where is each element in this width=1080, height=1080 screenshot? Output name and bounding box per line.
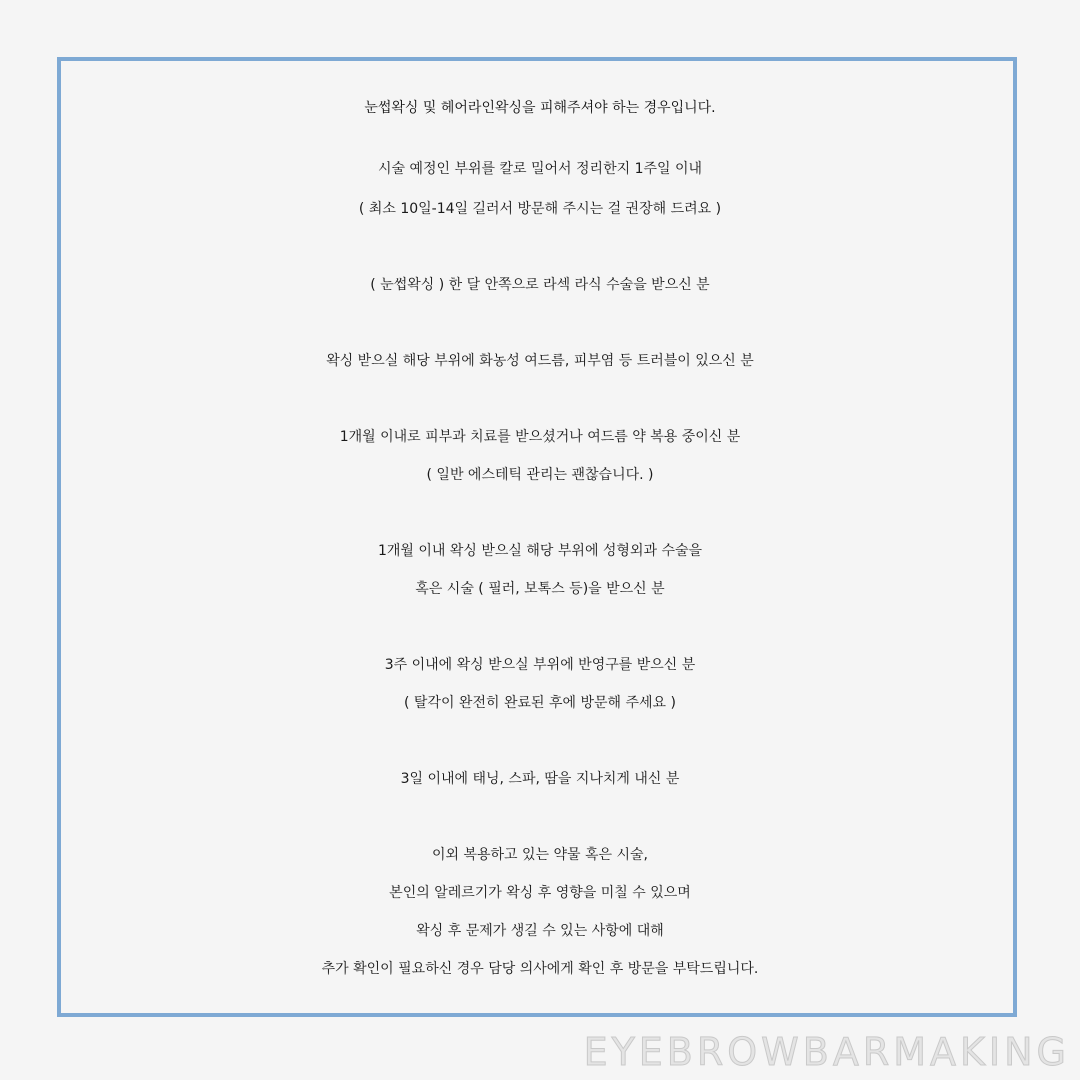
notice-line: 왁싱 후 문제가 생길 수 있는 사항에 대해 bbox=[416, 923, 664, 939]
notice-line: ( 탈각이 완전히 완료된 후에 방문해 주세요 ) bbox=[404, 695, 676, 711]
notice-line: ( 최소 10일-14일 길러서 방문해 주시는 걸 권장해 드려요 ) bbox=[358, 201, 722, 217]
notice-title: 눈썹왁싱 및 헤어라인왁싱을 피해주셔야 하는 경우입니다. bbox=[364, 100, 716, 116]
brand-watermark: EYEBROWBARMAKING bbox=[583, 1030, 1070, 1074]
notice-line: 시술 예정인 부위를 칼로 밀어서 정리한지 1주일 이내 bbox=[377, 161, 703, 177]
notice-line: 추가 확인이 필요하신 경우 담당 의사에게 확인 후 방문을 부탁드립니다. bbox=[321, 961, 759, 977]
notice-line: 본인의 알레르기가 왁싱 후 영향을 미칠 수 있으며 bbox=[389, 885, 691, 901]
notice-line: 왁싱 받으실 해당 부위에 화농성 여드름, 피부염 등 트러블이 있으신 분 bbox=[326, 353, 754, 369]
notice-line: 1개월 이내로 피부과 치료를 받으셨거나 여드름 약 복용 중이신 분 bbox=[339, 429, 741, 445]
notice-line: 3주 이내에 왁싱 받으실 부위에 반영구를 받으신 분 bbox=[384, 657, 696, 673]
notice-line: 이외 복용하고 있는 약물 혹은 시술, bbox=[431, 847, 649, 863]
notice-line: 혹은 시술 ( 필러, 보톡스 등)을 받으신 분 bbox=[415, 581, 665, 597]
notice-line: ( 일반 에스테틱 관리는 괜찮습니다. ) bbox=[426, 467, 654, 483]
notice-line: 1개월 이내 왁싱 받으실 해당 부위에 성형외과 수술을 bbox=[377, 543, 703, 559]
notice-line: ( 눈썹왁싱 ) 한 달 안쪽으로 라섹 라식 수술을 받으신 분 bbox=[370, 277, 710, 293]
notice-line: 3일 이내에 태닝, 스파, 땀을 지나치게 내신 분 bbox=[400, 771, 680, 787]
